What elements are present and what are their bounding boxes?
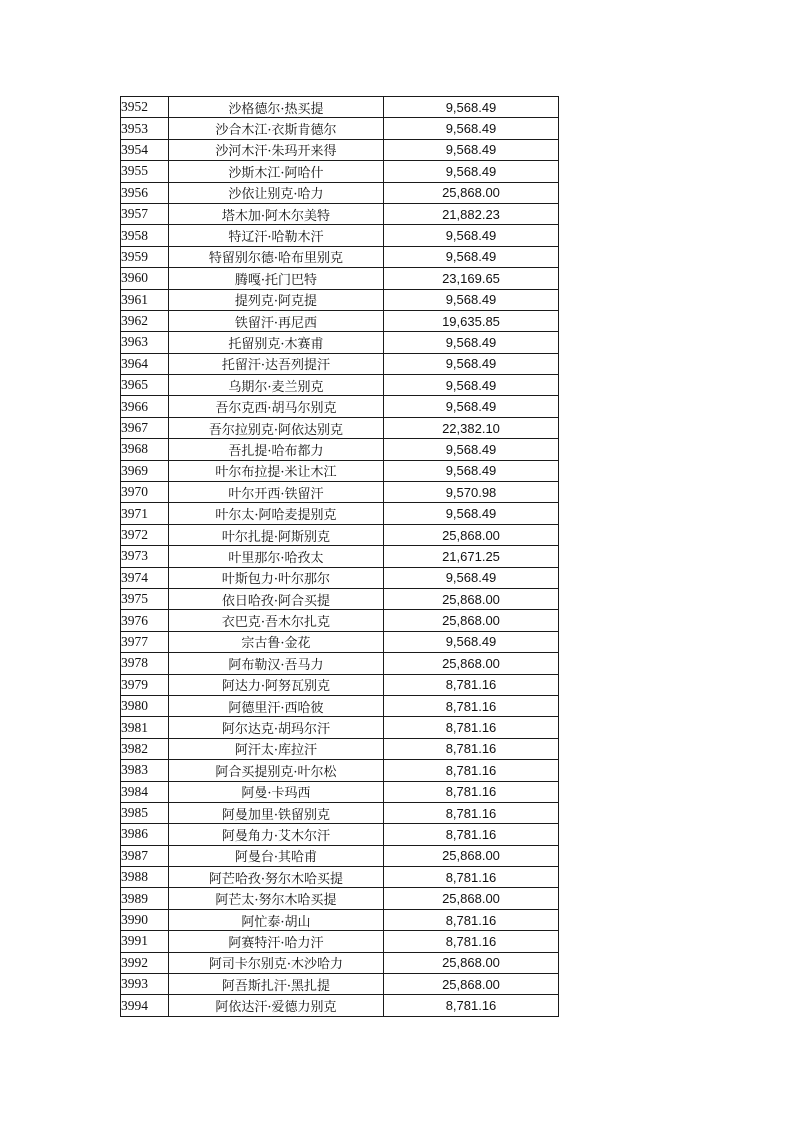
row-number: 3967 bbox=[121, 417, 169, 438]
row-name: 阿赛特汗·哈力汗 bbox=[169, 931, 384, 952]
row-number: 3973 bbox=[121, 546, 169, 567]
row-name: 阿司卡尔别克·木沙哈力 bbox=[169, 952, 384, 973]
row-amount: 9,568.49 bbox=[384, 439, 559, 460]
row-number: 3964 bbox=[121, 353, 169, 374]
row-amount: 19,635.85 bbox=[384, 310, 559, 331]
table-row bbox=[121, 139, 559, 160]
row-number: 3961 bbox=[121, 289, 169, 310]
row-name: 叶里那尔·哈孜太 bbox=[169, 546, 384, 567]
table-row bbox=[121, 717, 559, 738]
row-amount: 8,781.16 bbox=[384, 738, 559, 759]
row-name: 铁留汗·再尼西 bbox=[169, 310, 384, 331]
table-row bbox=[121, 439, 559, 460]
row-number: 3968 bbox=[121, 439, 169, 460]
row-name: 沙合木江·衣斯肯德尔 bbox=[169, 118, 384, 139]
table-row bbox=[121, 653, 559, 674]
row-name: 托留别克·木赛甫 bbox=[169, 332, 384, 353]
table-row bbox=[121, 802, 559, 823]
row-number: 3992 bbox=[121, 952, 169, 973]
row-number: 3987 bbox=[121, 845, 169, 866]
row-number: 3993 bbox=[121, 974, 169, 995]
row-amount: 8,781.16 bbox=[384, 909, 559, 930]
row-number: 3959 bbox=[121, 246, 169, 267]
row-amount: 9,570.98 bbox=[384, 482, 559, 503]
row-amount: 9,568.49 bbox=[384, 353, 559, 374]
row-name: 叶尔扎提·阿斯别克 bbox=[169, 524, 384, 545]
row-name: 阿尔达克·胡玛尔汗 bbox=[169, 717, 384, 738]
row-number: 3985 bbox=[121, 802, 169, 823]
row-amount: 9,568.49 bbox=[384, 503, 559, 524]
table-row bbox=[121, 524, 559, 545]
table-row bbox=[121, 97, 559, 118]
row-amount: 25,868.00 bbox=[384, 588, 559, 609]
table-row bbox=[121, 760, 559, 781]
row-name: 特留别尔德·哈布里别克 bbox=[169, 246, 384, 267]
row-amount: 9,568.49 bbox=[384, 289, 559, 310]
row-amount: 8,781.16 bbox=[384, 802, 559, 823]
row-amount: 23,169.65 bbox=[384, 268, 559, 289]
table-row bbox=[121, 631, 559, 652]
row-number: 3954 bbox=[121, 139, 169, 160]
row-amount: 25,868.00 bbox=[384, 845, 559, 866]
row-name: 腾嘎·托门巴特 bbox=[169, 268, 384, 289]
table-row bbox=[121, 225, 559, 246]
row-amount: 8,781.16 bbox=[384, 824, 559, 845]
row-number: 3978 bbox=[121, 653, 169, 674]
row-number: 3977 bbox=[121, 631, 169, 652]
row-amount: 9,568.49 bbox=[384, 396, 559, 417]
row-name: 阿忙泰·胡山 bbox=[169, 909, 384, 930]
table-row bbox=[121, 289, 559, 310]
row-number: 3988 bbox=[121, 867, 169, 888]
row-number: 3975 bbox=[121, 588, 169, 609]
table-row bbox=[121, 824, 559, 845]
row-name: 阿德里汗·西哈彼 bbox=[169, 695, 384, 716]
table-row bbox=[121, 332, 559, 353]
table-body bbox=[121, 97, 559, 1017]
row-number: 3994 bbox=[121, 995, 169, 1016]
row-amount: 9,568.49 bbox=[384, 246, 559, 267]
row-number: 3986 bbox=[121, 824, 169, 845]
table-row bbox=[121, 909, 559, 930]
table-row bbox=[121, 738, 559, 759]
row-amount: 8,781.16 bbox=[384, 695, 559, 716]
row-name: 阿依达汗·爱德力别克 bbox=[169, 995, 384, 1016]
row-name: 阿曼加里·铁留别克 bbox=[169, 802, 384, 823]
row-name: 阿芒哈孜·努尔木哈买提 bbox=[169, 867, 384, 888]
row-amount: 9,568.49 bbox=[384, 567, 559, 588]
table-row bbox=[121, 182, 559, 203]
row-amount: 25,868.00 bbox=[384, 952, 559, 973]
row-number: 3960 bbox=[121, 268, 169, 289]
row-number: 3980 bbox=[121, 695, 169, 716]
row-name: 衣巴克·吾木尔扎克 bbox=[169, 610, 384, 631]
row-number: 3957 bbox=[121, 203, 169, 224]
table-row bbox=[121, 610, 559, 631]
row-number: 3983 bbox=[121, 760, 169, 781]
row-amount: 21,882.23 bbox=[384, 203, 559, 224]
row-name: 托留汗·达吾列提汗 bbox=[169, 353, 384, 374]
row-name: 阿吾斯扎汗·黑扎提 bbox=[169, 974, 384, 995]
row-number: 3981 bbox=[121, 717, 169, 738]
row-amount: 25,868.00 bbox=[384, 524, 559, 545]
row-amount: 9,568.49 bbox=[384, 161, 559, 182]
row-name: 吾尔拉别克·阿依达别克 bbox=[169, 417, 384, 438]
row-amount: 9,568.49 bbox=[384, 139, 559, 160]
table-row bbox=[121, 995, 559, 1016]
row-name: 吾尔克西·胡马尔别克 bbox=[169, 396, 384, 417]
table-row bbox=[121, 161, 559, 182]
row-number: 3952 bbox=[121, 97, 169, 118]
row-amount: 9,568.49 bbox=[384, 332, 559, 353]
row-amount: 8,781.16 bbox=[384, 674, 559, 695]
table-row bbox=[121, 246, 559, 267]
row-amount: 8,781.16 bbox=[384, 995, 559, 1016]
row-name: 乌期尔·麦兰别克 bbox=[169, 375, 384, 396]
row-name: 阿合买提别克·叶尔松 bbox=[169, 760, 384, 781]
row-number: 3965 bbox=[121, 375, 169, 396]
row-number: 3979 bbox=[121, 674, 169, 695]
table-row bbox=[121, 931, 559, 952]
table-row bbox=[121, 888, 559, 909]
row-name: 叶斯包力·叶尔那尔 bbox=[169, 567, 384, 588]
row-number: 3970 bbox=[121, 482, 169, 503]
row-name: 沙依让别克·哈力 bbox=[169, 182, 384, 203]
row-name: 吾扎提·哈布都力 bbox=[169, 439, 384, 460]
row-amount: 25,868.00 bbox=[384, 653, 559, 674]
row-name: 塔木加·阿木尔美特 bbox=[169, 203, 384, 224]
row-number: 3974 bbox=[121, 567, 169, 588]
row-amount: 25,868.00 bbox=[384, 888, 559, 909]
row-name: 阿汗太·库拉汗 bbox=[169, 738, 384, 759]
table-row bbox=[121, 353, 559, 374]
row-amount: 25,868.00 bbox=[384, 974, 559, 995]
row-name: 沙斯木江·阿哈什 bbox=[169, 161, 384, 182]
row-amount: 25,868.00 bbox=[384, 182, 559, 203]
row-amount: 9,568.49 bbox=[384, 631, 559, 652]
row-name: 特辽汗·哈勒木汗 bbox=[169, 225, 384, 246]
row-name: 叶尔开西·铁留汗 bbox=[169, 482, 384, 503]
table-row bbox=[121, 503, 559, 524]
table-row bbox=[121, 460, 559, 481]
row-amount: 22,382.10 bbox=[384, 417, 559, 438]
row-amount: 25,868.00 bbox=[384, 610, 559, 631]
row-number: 3969 bbox=[121, 460, 169, 481]
row-name: 叶尔太·阿哈麦提别克 bbox=[169, 503, 384, 524]
table-row bbox=[121, 482, 559, 503]
table-row bbox=[121, 845, 559, 866]
row-amount: 21,671.25 bbox=[384, 546, 559, 567]
row-name: 阿芒太·努尔木哈买提 bbox=[169, 888, 384, 909]
row-name: 阿布勒汉·吾马力 bbox=[169, 653, 384, 674]
table-row bbox=[121, 952, 559, 973]
row-number: 3990 bbox=[121, 909, 169, 930]
row-number: 3953 bbox=[121, 118, 169, 139]
row-amount: 9,568.49 bbox=[384, 375, 559, 396]
row-amount: 8,781.16 bbox=[384, 867, 559, 888]
row-amount: 9,568.49 bbox=[384, 225, 559, 246]
row-amount: 8,781.16 bbox=[384, 760, 559, 781]
row-number: 3955 bbox=[121, 161, 169, 182]
row-amount: 9,568.49 bbox=[384, 460, 559, 481]
row-name: 宗古鲁·金花 bbox=[169, 631, 384, 652]
row-name: 阿曼台·其哈甫 bbox=[169, 845, 384, 866]
table-row bbox=[121, 417, 559, 438]
row-name: 沙河木汗·朱玛开来得 bbox=[169, 139, 384, 160]
row-number: 3976 bbox=[121, 610, 169, 631]
payment-table bbox=[120, 96, 559, 1017]
table-row bbox=[121, 974, 559, 995]
row-amount: 8,781.16 bbox=[384, 717, 559, 738]
table-row bbox=[121, 867, 559, 888]
table-row bbox=[121, 375, 559, 396]
table-row bbox=[121, 567, 559, 588]
row-name: 叶尔布拉提·米让木江 bbox=[169, 460, 384, 481]
table-row bbox=[121, 310, 559, 331]
table-row bbox=[121, 118, 559, 139]
row-amount: 8,781.16 bbox=[384, 781, 559, 802]
row-name: 提列克·阿克提 bbox=[169, 289, 384, 310]
row-number: 3963 bbox=[121, 332, 169, 353]
row-number: 3956 bbox=[121, 182, 169, 203]
row-number: 3972 bbox=[121, 524, 169, 545]
table-row bbox=[121, 695, 559, 716]
table-row bbox=[121, 203, 559, 224]
row-number: 3966 bbox=[121, 396, 169, 417]
row-name: 阿曼角力·艾木尔汗 bbox=[169, 824, 384, 845]
table-row bbox=[121, 396, 559, 417]
row-name: 阿曼·卡玛西 bbox=[169, 781, 384, 802]
table-row bbox=[121, 674, 559, 695]
table-row bbox=[121, 546, 559, 567]
row-number: 3971 bbox=[121, 503, 169, 524]
row-number: 3989 bbox=[121, 888, 169, 909]
row-amount: 9,568.49 bbox=[384, 118, 559, 139]
row-amount: 9,568.49 bbox=[384, 97, 559, 118]
row-number: 3991 bbox=[121, 931, 169, 952]
row-name: 依日哈孜·阿合买提 bbox=[169, 588, 384, 609]
row-number: 3962 bbox=[121, 310, 169, 331]
row-number: 3982 bbox=[121, 738, 169, 759]
row-number: 3984 bbox=[121, 781, 169, 802]
table-row bbox=[121, 588, 559, 609]
row-name: 阿达力·阿努瓦别克 bbox=[169, 674, 384, 695]
row-amount: 8,781.16 bbox=[384, 931, 559, 952]
row-name: 沙格德尔·热买提 bbox=[169, 97, 384, 118]
table-row bbox=[121, 781, 559, 802]
table-row bbox=[121, 268, 559, 289]
row-number: 3958 bbox=[121, 225, 169, 246]
